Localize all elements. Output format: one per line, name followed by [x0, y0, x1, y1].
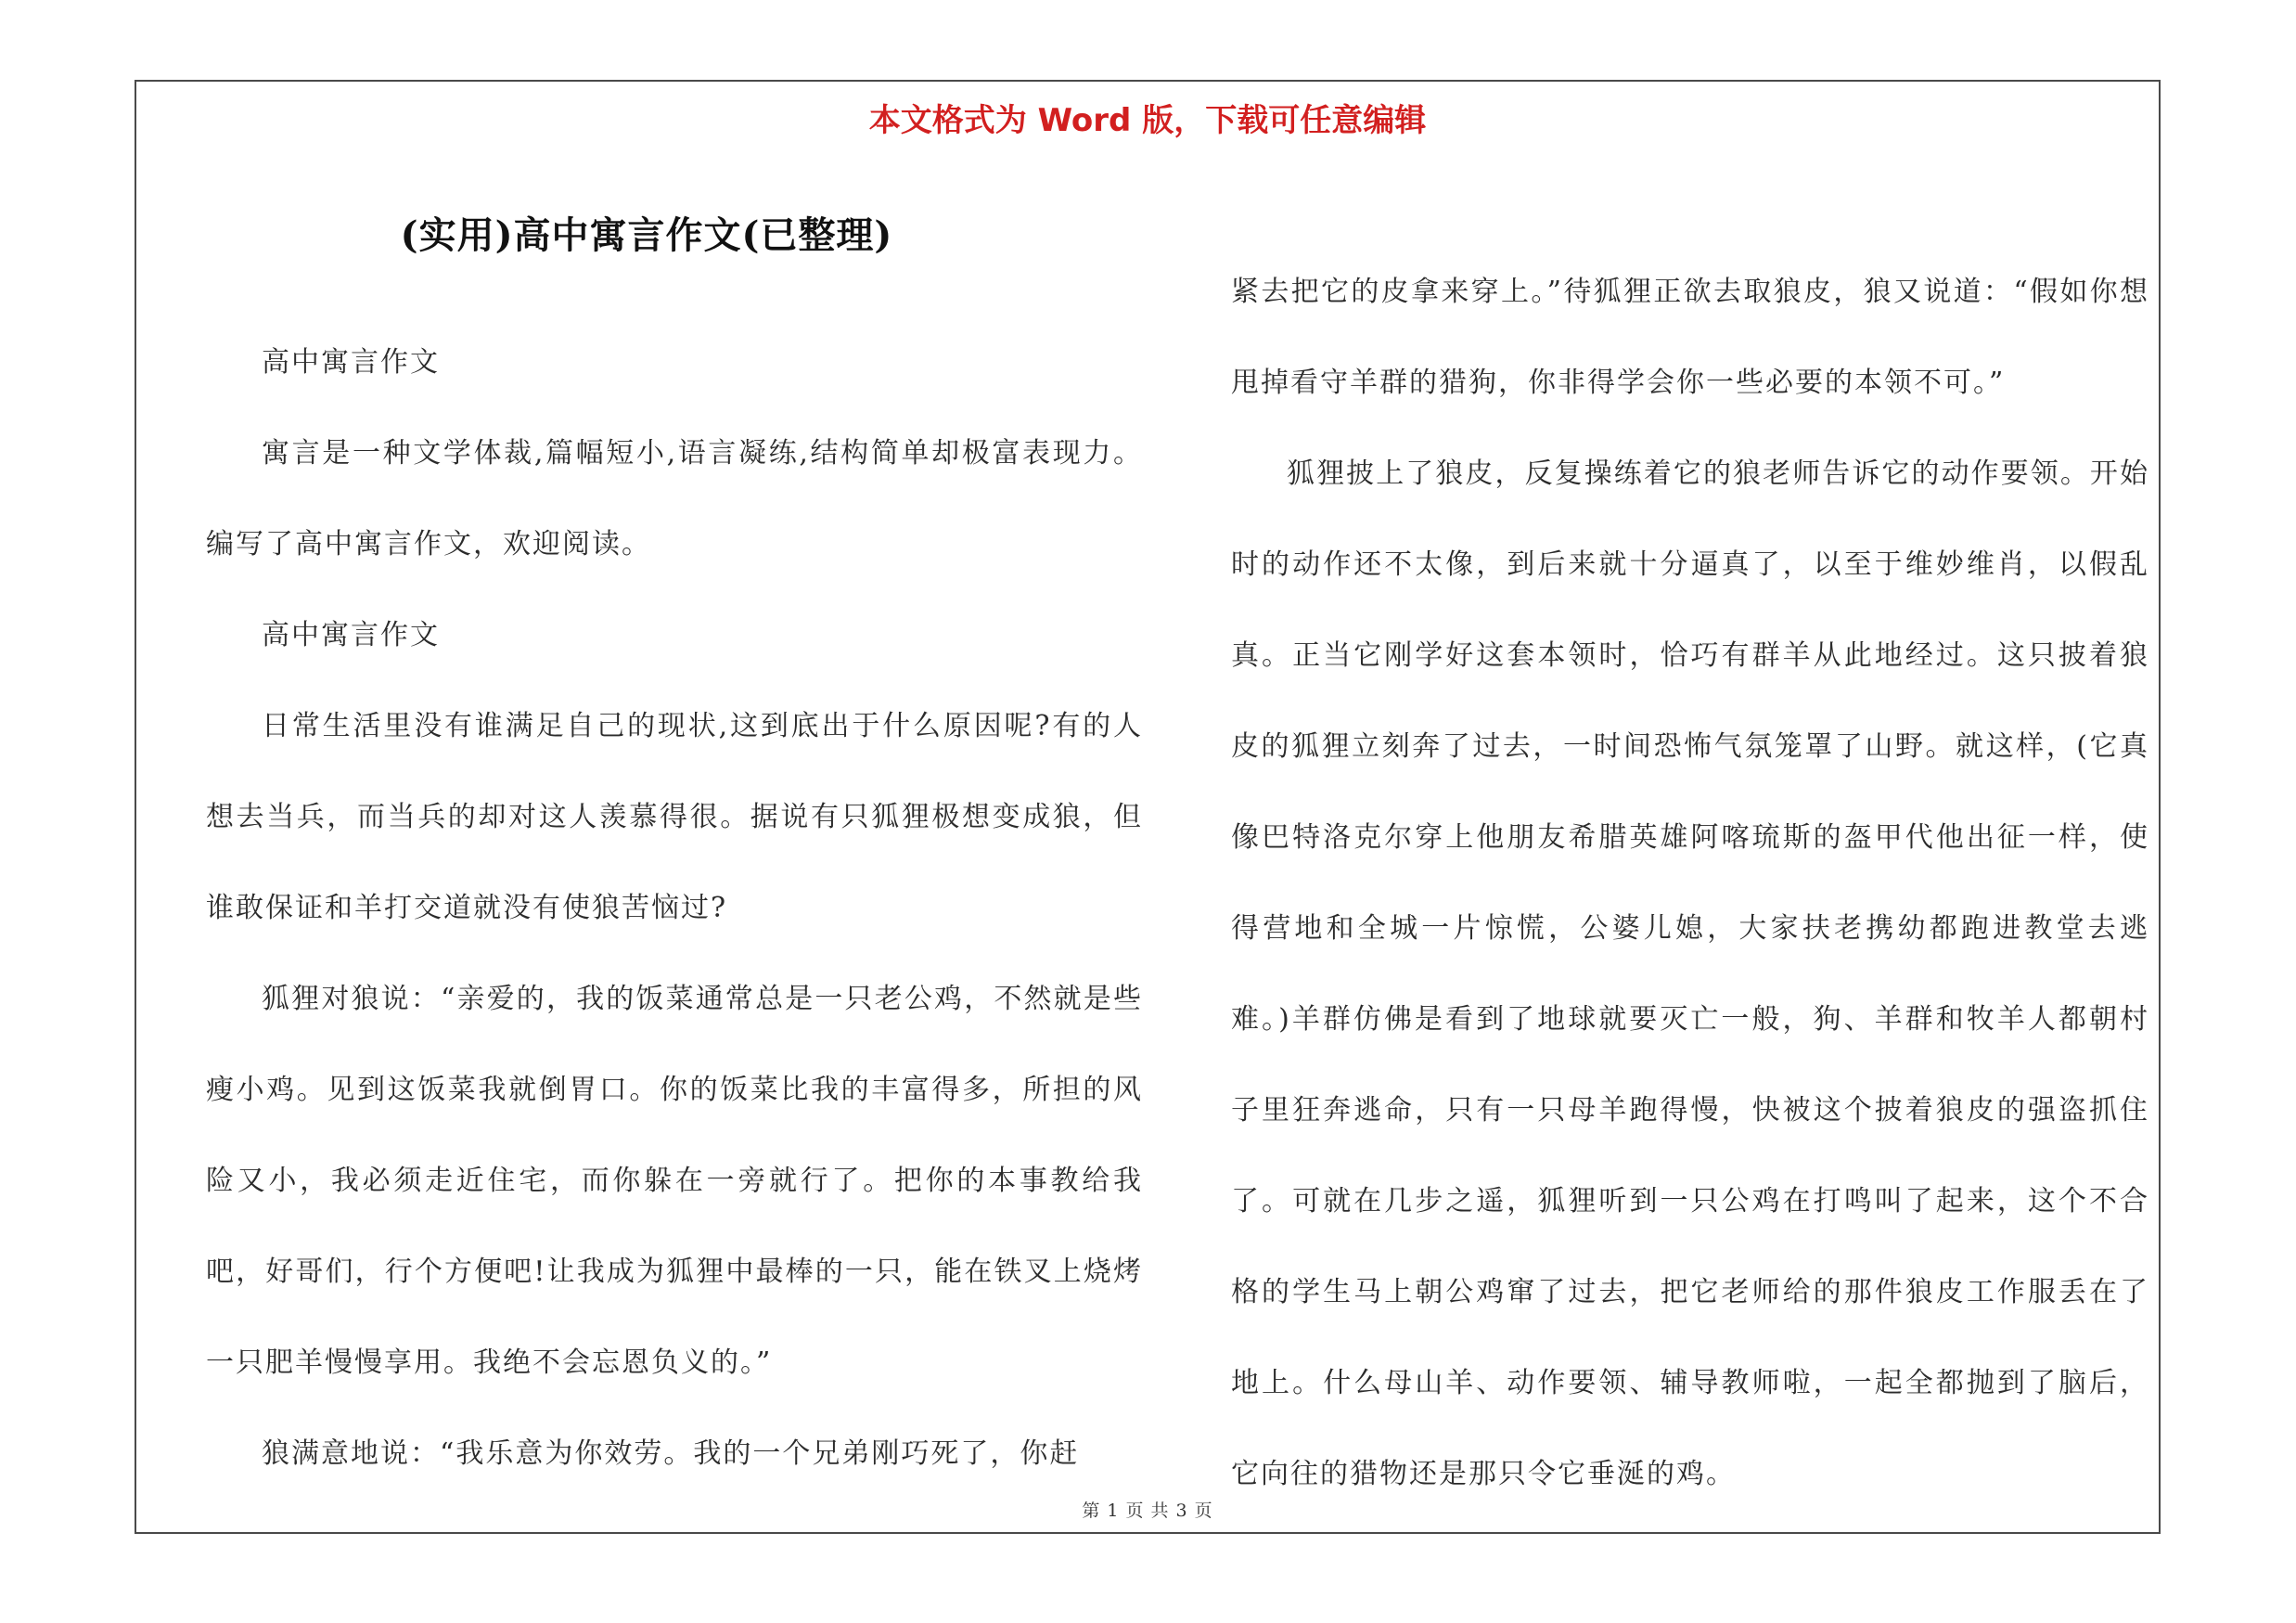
document-title: (实用)高中寓言作文(已整理) [400, 213, 893, 257]
paragraph: 紧去把它的皮拿来穿上。”待狐狸正欲去取狼皮，狼又说道：“假如你想甩掉看守羊群的猎狗，你非得学会你一些必要的本领不可。” [1231, 276, 2149, 399]
page-frame [135, 80, 2161, 1534]
paragraph: 狐狸对狼说：“亲爱的，我的饭菜通常总是一只老公鸡，不然就是些瘦小鸡。见到这饭菜我就倒胃口。你的饭菜比我的丰富得多，所担的风险又小，我必须走近住宅，而你躲在一旁就行了。把你的本事教给我吧，好哥们，行个方便吧!让我成为狐狸中最棒的一只，能在铁叉上烧烤一只肥羊慢慢享用。我绝不会忘恩负义的。” [206, 983, 1143, 1379]
page-number-footer: 第 1 页 共 3 页 [1082, 1501, 1213, 1521]
paragraph: 狼满意地说：“我乐意为你效劳。我的一个兄弟刚巧死了，你赶 [262, 1437, 1080, 1470]
paragraph: 高中寓言作文 [262, 619, 440, 651]
right-column [1231, 82, 2149, 1520]
paragraph: 高中寓言作文 [262, 346, 440, 379]
paragraph: 寓言是一种文学体裁,篇幅短小,语言凝练,结构简单却极富表现力。编写了高中寓言作文，欢迎阅读。 [206, 437, 1143, 560]
paragraph: 狐狸披上了狼皮，反复操练着它的狼老师告诉它的动作要领。开始时的动作还不太像，到后来就十分逼真了，以至于维妙维肖，以假乱真。正当它刚学好这套本领时，恰巧有群羊从此地经过。这只披着狼皮的狐狸立刻奔了过去，一时间恐怖气氛笼罩了山野。就这样，(它真像巴特洛克尔穿上他朋友希腊英雄阿喀琉斯的盔甲代他出征一样，使得营地和全城一片惊慌，公婆儿媳，大家扶老携幼都跑进教堂去逃难。)羊群仿佛是看到了地球就要灭亡一般，狗、羊群和牧羊人都朝村子里狂奔逃命，只有一只母羊跑得慢，快被这个披着狼皮的强盗抓住了。可就在几步之遥，狐狸听到一只公鸡在打鸣叫了起来，这个不合格的学生马上朝公鸡窜了过去，把它老师给的那件狼皮工作服丢在了地上。什么母山羊、动作要领、辅导教师啦，一起全都抛到了脑后，它向往的猎物还是那只令它垂涎的鸡。 [1231, 457, 2149, 1490]
word-format-banner: 本文格式为 Word 版，下载可任意编辑 [868, 102, 1427, 139]
paragraph: 日常生活里没有谁满足自己的现状,这到底出于什么原因呢?有的人想去当兵，而当兵的却对这人羡慕得很。据说有只狐狸极想变成狼，但谁敢保证和羊打交道就没有使狼苦恼过? [206, 710, 1143, 924]
left-column [206, 82, 1143, 1500]
